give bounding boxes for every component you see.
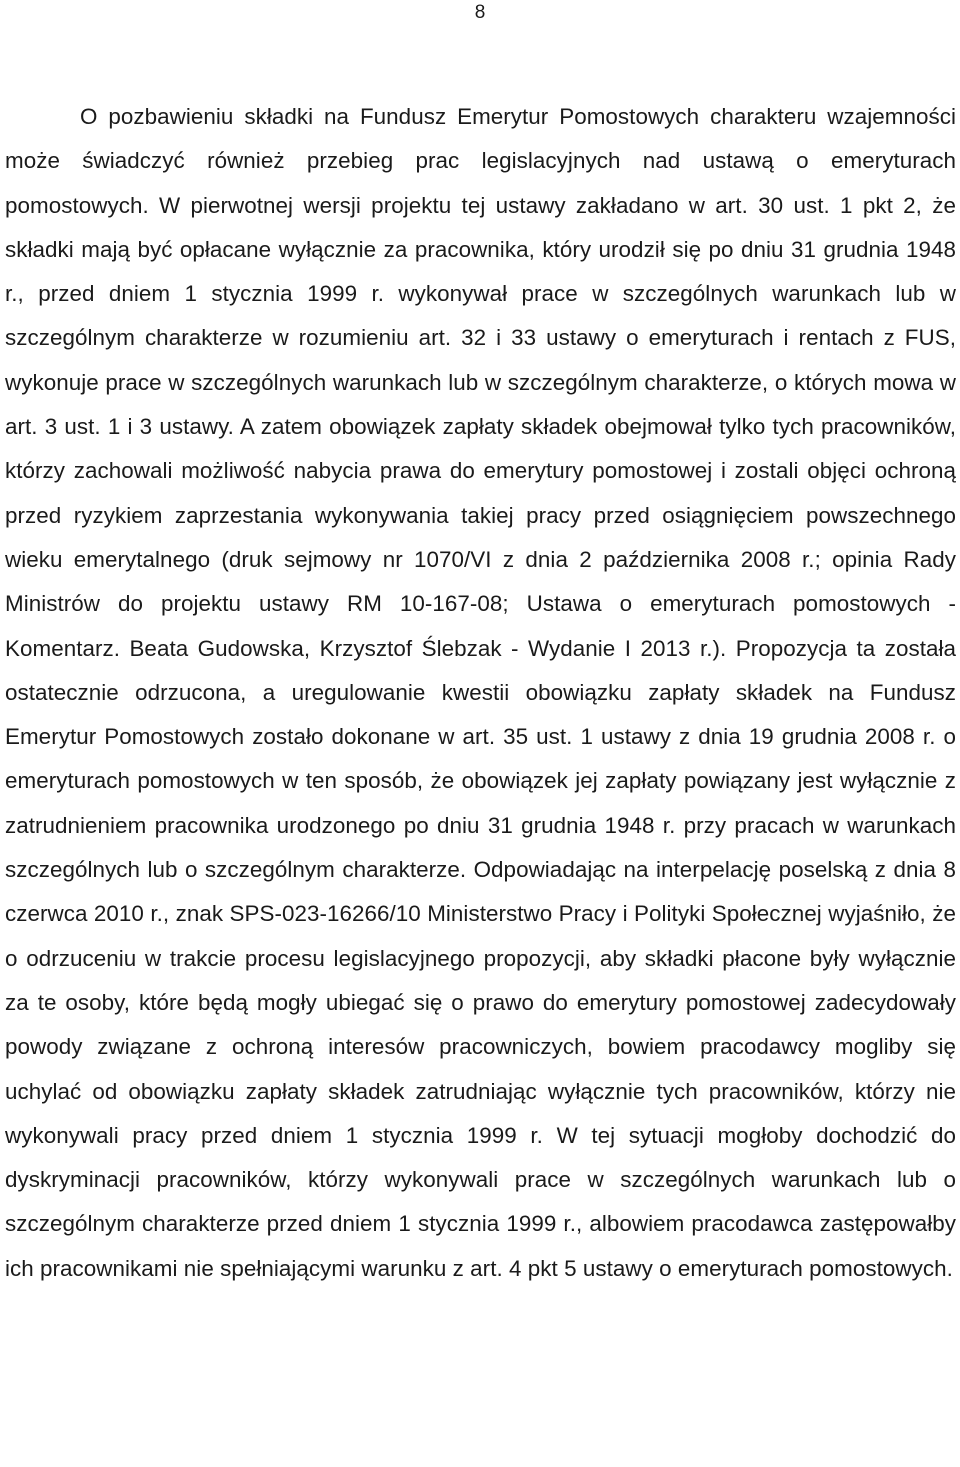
- body-paragraph: O pozbawieniu składki na Fundusz Emerytur Pomostowych charakteru wzajemności może świadczyć również przebieg prac legislacyjnych nad ustawą o emeryturach pomostowych. W pierwotnej wersji projektu tej ustawy zakładano w art. 30 ust. 1 pkt 2, że składki mają być opłacane wyłącznie za pracownika, który urodził się po dniu 31 grudnia 1948 r., przed dniem 1 stycznia 1999 r. wykonywał prace w szczególnych warunkach lub w szczególnym charakterze w rozumieniu art. 32 i 33 ustawy o emeryturach i rentach z FUS, wykonuje prace w szczególnych warunkach lub w szczególnym charakterze, o których mowa w art. 3 ust. 1 i 3 ustawy. A zatem obowiązek zapłaty składek obejmował tylko tych pracowników, którzy zachowali możliwość nabycia prawa do emerytury pomostowej i zostali objęci ochroną przed ryzykiem zaprzestania wykonywania takiej pracy przed osiągnięciem powszechnego wieku emerytalnego (druk sejmowy nr 1070/VI z dnia 2 października 2008 r.; opinia Rady Ministrów do projektu ustawy RM 10-167-08; Ustawa o emeryturach pomostowych - Komentarz. Beata Gudowska, Krzysztof Ślebzak - Wydanie I 2013 r.). Propozycja ta została ostatecznie odrzucona, a uregulowanie kwestii obowiązku zapłaty składek na Fundusz Emerytur Pomostowych zostało dokonane w art. 35 ust. 1 ustawy z dnia 19 grudnia 2008 r. o emeryturach pomostowych w ten sposób, że obowiązek jej zapłaty powiązany jest wyłącznie z zatrudnieniem pracownika urodzonego po dniu 31 grudnia 1948 r. przy pracach w warunkach szczególnych lub o szczególnym charakterze. Odpowiadając na interpelację poselską z dnia 8 czerwca 2010 r., znak SPS-023-16266/10 Ministerstwo Pracy i Polityki Społecznej wyjaśniło, że o odrzuceniu w trakcie procesu legislacyjnego propozycji, aby składki płacone były wyłącznie za te osoby, które będą mogły ubiegać się o prawo do emerytury pomostowej zadecydowały powody związane z ochroną interesów pracowniczych, bowiem pracodawcy mogliby się uchylać od obowiązku zapłaty składek zatrudniając wyłącznie tych pracowników, którzy nie wykonywali pracy przed dniem 1 stycznia 1999 r. W tej sytuacji mogłoby dochodzić do dyskryminacji pracowników, którzy wykonywali prace w szczególnych warunkach lub o szczególnym charakterze przed dniem 1 stycznia 1999 r., albowiem pracodawca zastępowałby ich pracownikami nie spełniającymi warunku z art. 4 pkt 5 ustawy o emeryturach pomostowych.: [5, 104, 956, 1281]
- page-number: 8: [474, 2, 486, 23]
